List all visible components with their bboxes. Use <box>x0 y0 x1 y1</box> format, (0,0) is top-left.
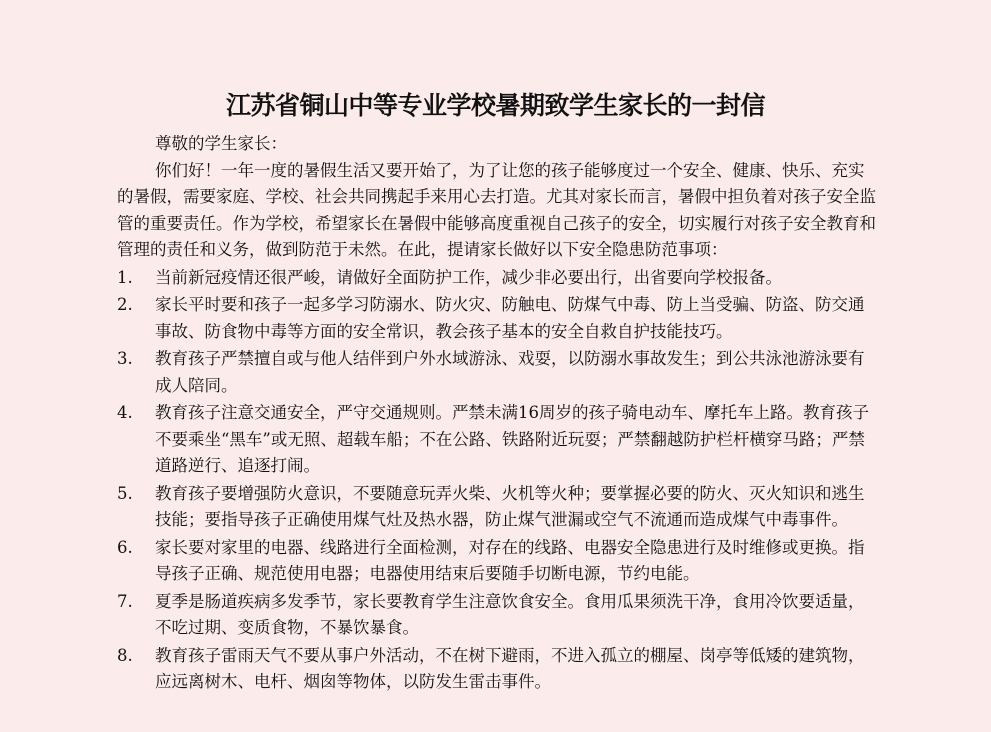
intro-paragraph: 你们好！一年一度的暑假生活又要开始了，为了让您的孩子能够度过一个安全、健康、快乐、充实的暑假，需要家庭、学校、社会共同携起手来用心去打造。尤其对家长而言，暑假中担负着对孩子安全监管的重要责任。作为学校，希望家长在暑假中能够高度重视自己孩子的安全，切实履行对孩子安全教育和管理的责任和义务，做到防范于未然。在此，提请家长做好以下安全隐患防范事项： <box>117 160 876 259</box>
item-number: 7. <box>117 591 133 611</box>
item-text: 教育孩子雷雨天气不要从事户外活动，不在树下避雨，不进入孤立的棚屋、岗亭等低矮的建筑物，应远离树木、电杆、烟囱等物体，以防发生雷击事件。 <box>155 645 865 691</box>
letter-body <box>117 131 879 696</box>
item-number: 1. <box>117 267 133 287</box>
item-number: 6. <box>117 537 133 557</box>
item-text: 教育孩子注意交通安全，严守交通规则。严禁未满16周岁的孩子骑电动车、摩托车上路。教育孩子不要乘坐“黑车”或无照、超载车船；不在公路、铁路附近玩耍；严禁翻越防护栏杆横穿马路；严禁道路逆行、追逐打闹。 <box>155 403 869 475</box>
list-item <box>117 481 879 534</box>
salutation: 尊敬的学生家长： <box>155 134 287 153</box>
list-item <box>117 265 879 292</box>
item-text: 教育孩子严禁擅自或与他人结伴到户外水域游泳、戏耍，以防溺水事故发生；到公共泳池游泳要有成人陪同。 <box>155 349 865 395</box>
safety-items-list <box>117 265 879 696</box>
item-text: 当前新冠疫情还很严峻，请做好全面防护工作，减少非必要出行，出省要向学校报备。 <box>155 267 782 287</box>
item-text: 教育孩子要增强防火意识，不要随意玩弄火柴、火机等火种；要掌握必要的防火、灭火知识和逃生技能；要指导孩子正确使用煤气灶及热水器，防止煤气泄漏或空气不流通而造成煤气中毒事件。 <box>155 483 865 529</box>
document-title: 江苏省铜山中等专业学校暑期致学生家长的一封信 <box>225 91 765 120</box>
list-item <box>117 400 879 480</box>
list-item <box>117 535 879 588</box>
item-number: 3. <box>117 349 133 368</box>
list-item <box>117 589 879 642</box>
item-number: 4. <box>117 403 133 422</box>
list-item <box>117 643 879 696</box>
item-number: 2. <box>117 295 133 314</box>
item-text: 家长要对家里的电器、线路进行全面检测，对存在的线路、电器安全隐患进行及时维修或更换。指导孩子正确、规范使用电器；电器使用结束后要随手切断电源，节约电能。 <box>155 537 865 583</box>
item-number: 5. <box>117 483 133 503</box>
list-item <box>117 346 879 399</box>
item-number: 8. <box>117 645 133 665</box>
item-text: 家长平时要和孩子一起多学习防溺水、防火灾、防触电、防煤气中毒、防上当受骗、防盗、防交通事故、防食物中毒等方面的安全常识，教会孩子基本的安全自救自护技能技巧。 <box>155 295 865 341</box>
item-text: 夏季是肠道疾病多发季节，家长要教育学生注意饮食安全。食用瓜果须洗干净，食用冷饮要适量，不吃过期、变质食物，不暴饮暴食。 <box>155 591 865 637</box>
list-item <box>117 292 879 345</box>
